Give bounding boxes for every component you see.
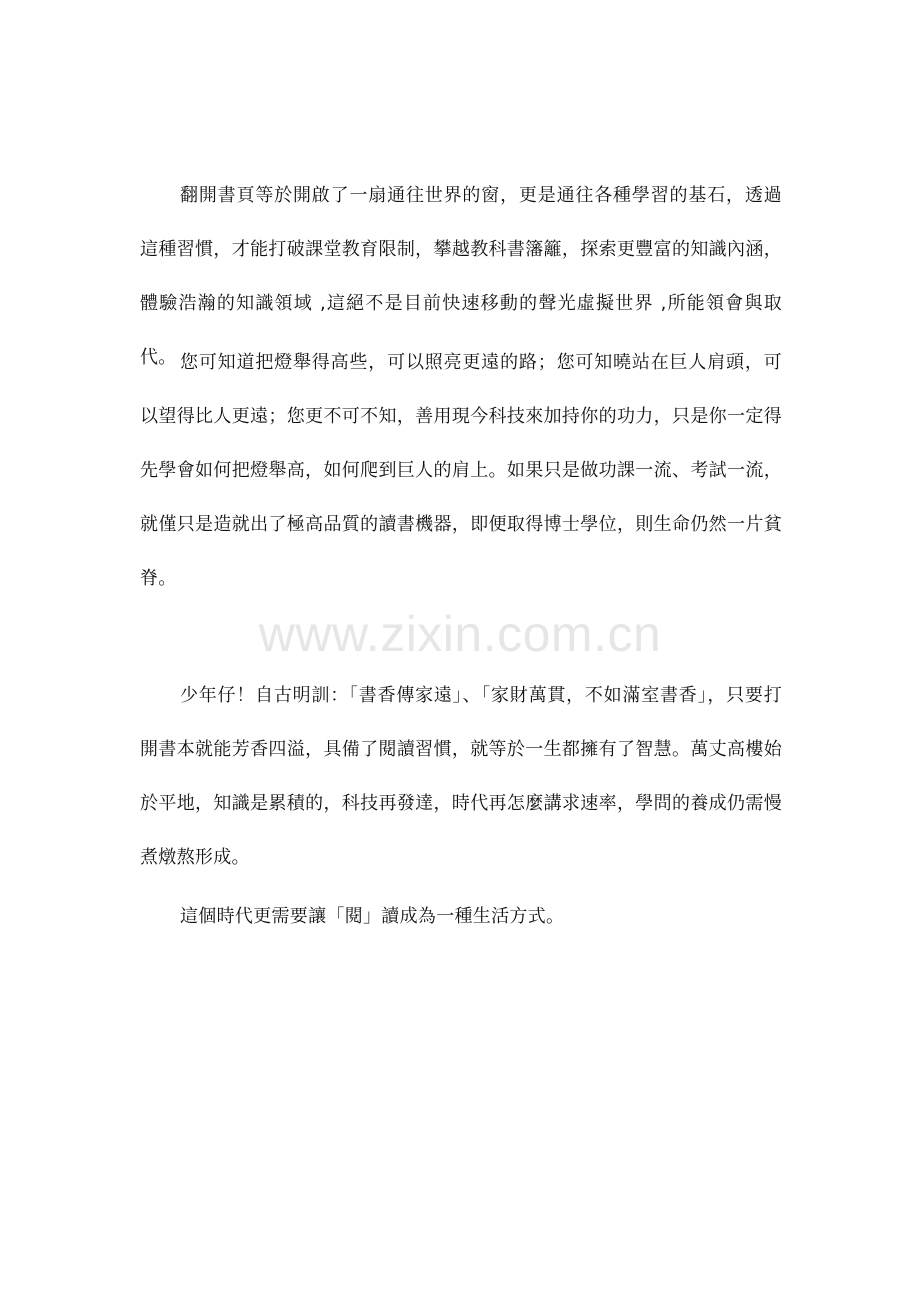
watermark: www.zixin.com.cn: [258, 606, 662, 662]
paragraph: 翻開書頁等於開啟了一扇通往世界的窗，更是通往各種學習的基石，透過這種習慣，才能打破課堂教育限制，攀越教科書籓籬，探索更豐富的知識內涵，體驗浩瀚的知識領域 ,這絕不是目前快速移動的聲光虛擬世界 ,所能領會與取代。: [140, 185, 782, 368]
paragraph: 您可知道把燈舉得高些，可以照亮更遠的路；您可知曉站在巨人肩頭，可以望得比人更遠；您更不可不知，善用現今科技來加持你的功力，只是你一定得先學會如何把燈舉高，如何爬到巨人的肩上。如果只是做功課一流、考試一流，就僅只是造就出了極高品質的讀書機器，即便取得博士學位，則生命仍然一片貧脊。: [140, 352, 782, 589]
paragraph: 這個時代更需要讓「閱」讀成為一種生活方式。: [180, 906, 565, 927]
paragraph: 少年仔！自古明訓：「書香傳家遠」、「家財萬貫，不如滿室書香」，只要打開書本就能芳香四溢，具備了閱讀習慣，就等於一生都擁有了智慧。萬丈高樓始於平地，知識是累積的，科技再發達，時代再怎麼講求速率，學問的養成仍需慢煮燉熬形成。: [140, 685, 782, 868]
